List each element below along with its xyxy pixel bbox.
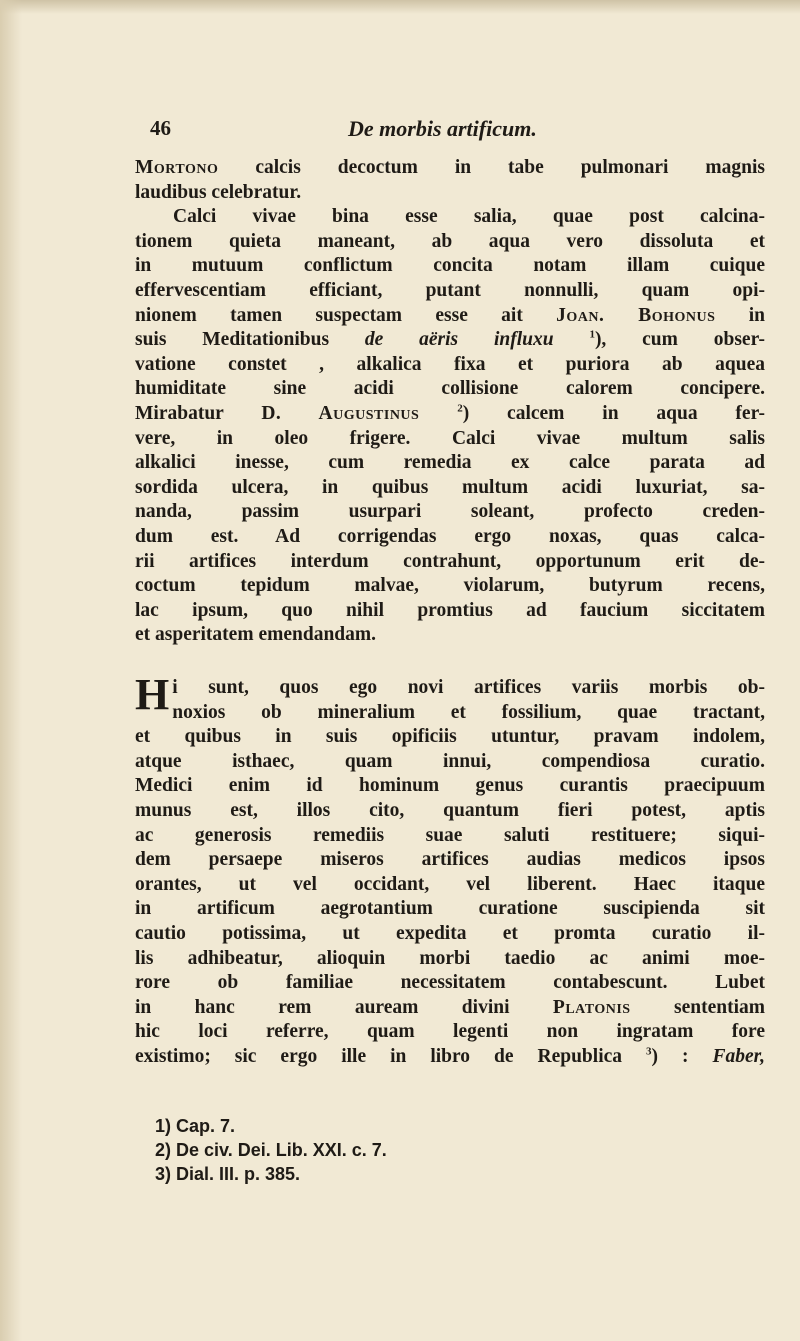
text-line: vere, in oleo frigere. Calci vivae multum salis [135,427,765,449]
text-line: Mortono calcis decoctum in tabe pulmonari magnis [135,157,765,178]
text-line: rii artifices interdum contrahunt, opportunum erit de- [135,550,765,572]
text-line: cautio potissima, ut expedita et promta curatio il- [135,922,765,944]
text-line: lis adhibeatur, alioquin morbi taedio ac animi moe- [135,947,765,969]
text-line: Mirabatur D. Augustinus $^2$) calcem in aqua fer- [135,402,766,424]
text-line: existimo; sic ergo ille in libro de Republica $^3$) : Faber, [135,1045,765,1067]
text-line: orantes, ut vel occidant, vel liberent. Haec itaque [135,873,765,895]
text-line: in artificum aegrotantium curatione suscipienda sit [135,898,765,920]
text-line: tionem quieta maneant, ab aqua vero dissoluta et [135,230,765,252]
text-line: humiditate sine acidi collisione calorem concipere. [135,378,765,400]
text-line: munus est, illos cito, quantum fieri potest, aptis [135,799,765,821]
text-line: lac ipsum, quo nihil promtius ad faucium siccitatem [135,599,765,621]
text-line: in mutuum conflictum concita notam illam cuique [135,255,765,277]
footnote-2: 2) De civ. Dei. Lib. XXI. c. 7. [155,1140,387,1160]
author-name: D. Augustinus [261,402,420,424]
running-head [150,116,710,146]
text-line: i sunt, quos ego novi artifices variis morbis ob- [172,677,765,698]
text-line: sordida ulcera, in quibus multum acidi luxuriat, sa- [135,476,765,498]
text-line: coctum tepidum malvae, violarum, butyrum recens, [135,575,765,597]
text-line: alkalici inesse, cum remedia ex calce parata ad [135,452,765,474]
text-line: rore ob familiae necessitatem contabescunt. Lubet [135,972,765,994]
footnote-marker: 2 [457,402,463,415]
footnote-3: 3) Dial. III. p. 385. [155,1164,301,1184]
author-name: Platonis [552,996,631,1018]
footnote-1: 1) Cap. 7. [155,1116,236,1136]
text-line: Calci vivae bina esse salia, quae post calcina- [173,206,765,228]
author-name: Joan. Bohonus [556,304,716,326]
quoted-word: Faber, [712,1045,765,1067]
drop-cap: H [135,670,170,719]
paragraph-mortono [135,156,765,648]
text-line: dem persaepe miseros artifices audias medicos ipsos [135,849,765,871]
text-line: nionem tamen suspectam esse ait Joan. Bohonus in [135,304,766,326]
text-line: in hanc rem auream divini Platonis sententiam [135,996,765,1018]
text-line: effervescentiam efficiant, putant nonnulli, quam opi- [135,279,765,301]
text-line: nanda, passim usurpari soleant, profecto creden- [135,501,765,523]
text-line: suis Meditationibus de aëris influxu $^1$), cum obser- [135,328,765,351]
text-line: et quibus in suis opificiis utuntur, pravam indolem, [135,726,765,748]
page-gutter-shadow [0,0,22,1341]
footnotes [155,1114,555,1186]
paragraph-hi-sunt [135,670,765,1070]
text-line: vatione constet , alkalica fixa et puriora ab aquea [135,353,765,375]
text-line: noxios ob mineralium et fossilium, quae tractant, [172,701,765,723]
text-line: atque isthaec, quam innui, compendiosa curatio. [135,750,765,772]
text-line: ac generosis remediis suae saluti restituere; siqui- [135,824,765,846]
running-title: De morbis artificum. [348,116,537,141]
author-name: Mortono [135,157,219,178]
text-line: hic loci referre, quam legenti non ingratam fore [135,1021,765,1043]
text-line: Medici enim id hominum genus curantis praecipuum [135,775,765,797]
text-line: laudibus celebratur. [135,181,302,203]
page-edge-shadow [0,0,800,14]
work-title: de aëris influxu [364,329,554,351]
text-line: et asperitatem emendandam. [135,624,376,646]
text-line: dum est. Ad corrigendas ergo noxas, quas calca- [135,525,765,547]
footnote-marker: 3 [646,1045,652,1058]
footnote-marker: 1 [589,328,595,341]
page-number: 46 [150,116,171,140]
